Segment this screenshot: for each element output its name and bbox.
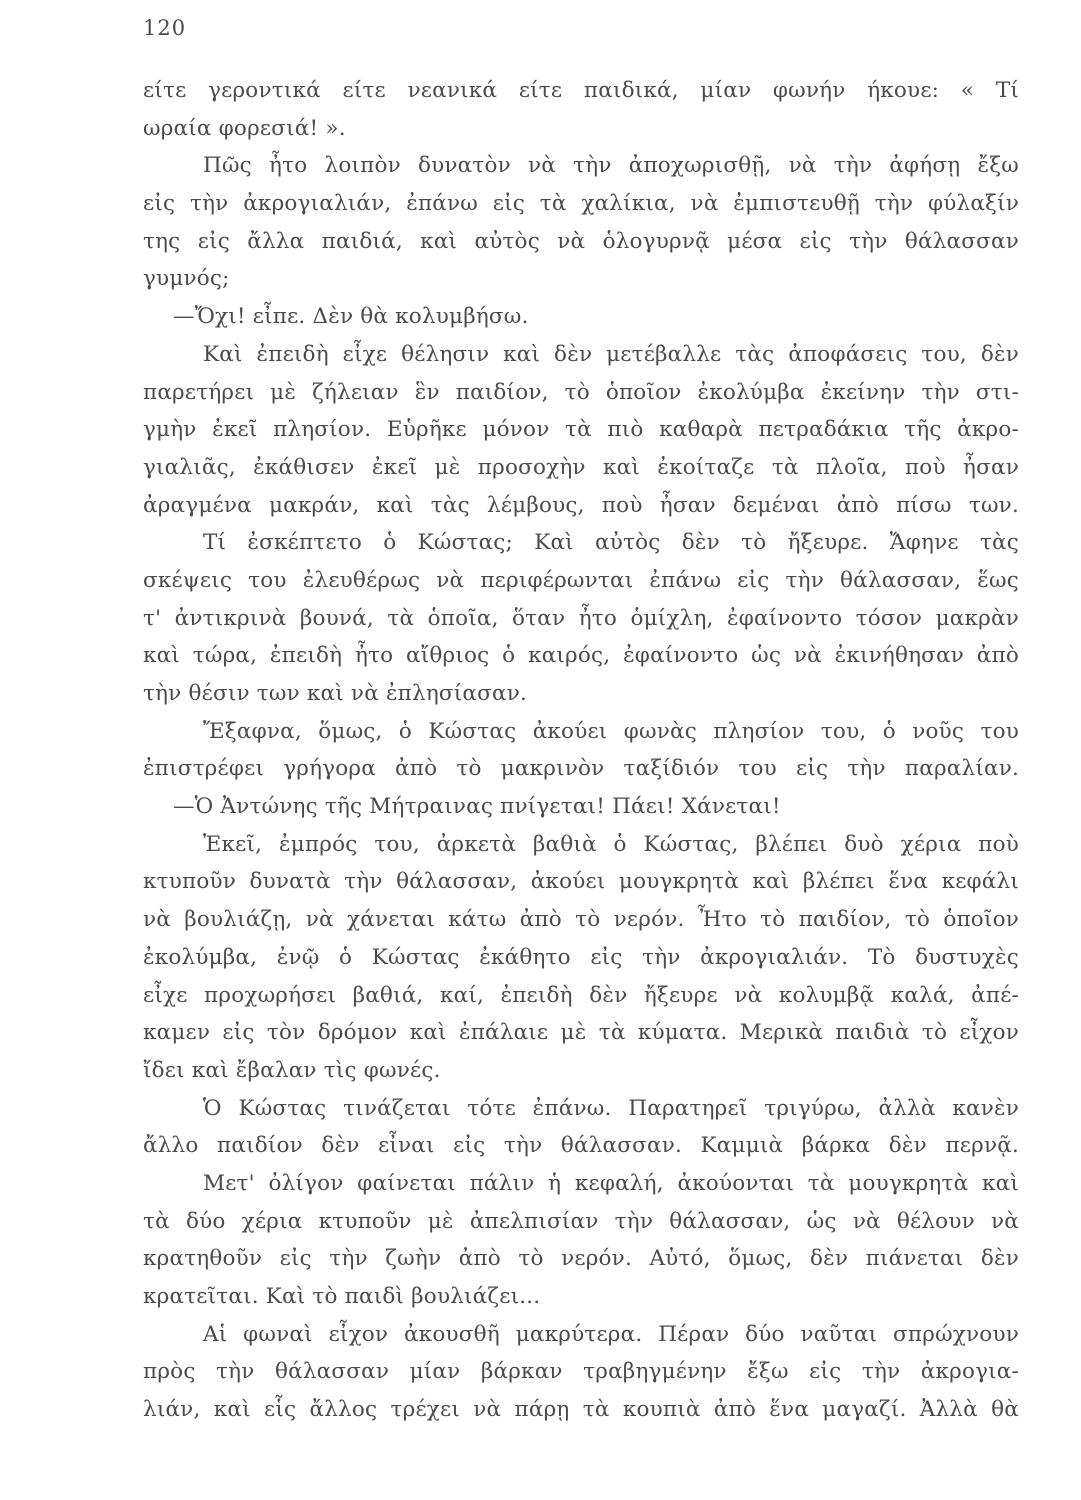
text-line: Μετ' ὀλίγον φαίνεται πάλιν ἡ κεφαλή, ἀκούονται τὰ μουγκρητὰ καὶ bbox=[203, 1170, 1019, 1196]
text-line: λιάν, καὶ εἷς ἄλλος τρέχει νὰ πάρῃ τὰ κουπιὰ ἀπὸ ἕνα μαγαζί. Ἀλλὰ θὰ bbox=[143, 1397, 1019, 1423]
text-line: —Ὄχι! εἶπε. Δὲν θὰ κολυμβήσω. bbox=[173, 304, 529, 330]
text-line: γμὴν ἐκεῖ πλησίον. Εὑρῆκε μόνον τὰ πιὸ καθαρὰ πετραδάκια τῆς ἀκρο- bbox=[143, 417, 1019, 443]
text-line: καμεν εἰς τὸν δρόμον καὶ ἐπάλαιε μὲ τὰ κύματα. Μερικὰ παιδιὰ τὸ εἶχον bbox=[143, 1020, 1019, 1046]
page-number: 120 bbox=[143, 16, 187, 40]
text-line: τὰ δύο χέρια κτυποῦν μὲ ἀπελπισίαν τὴν θάλασσαν, ὡς νὰ θέλουν νὰ bbox=[143, 1208, 1019, 1234]
text-line: Καὶ ἐπειδὴ εἶχε θέλησιν καὶ δὲν μετέβαλλε τὰς ἀποφάσεις του, δὲν bbox=[203, 341, 1019, 367]
text-line: κρατεῖται. Καὶ τὸ παιδὶ βουλιάζει... bbox=[143, 1284, 541, 1309]
text-line: Αἱ φωναὶ εἶχον ἀκουσθῆ μακρύτερα. Πέραν δύο ναῦται σπρώχνουν bbox=[203, 1321, 1019, 1347]
text-line: ἀραγμένα μακράν, καὶ τὰς λέμβους, ποὺ ἦσαν δεμέναι ἀπὸ πίσω των. bbox=[143, 492, 1019, 518]
text-line: εἶχε προχωρήσει βαθιά, καί, ἐπειδὴ δὲν ἤξευρε νὰ κολυμβᾷ καλά, ἀπέ- bbox=[143, 982, 1019, 1008]
body-text bbox=[143, 72, 1019, 1429]
text-line: πρὸς τὴν θάλασσαν μίαν βάρκαν τραβηγμένην ἔξω εἰς τὴν ἀκρογια- bbox=[143, 1359, 1019, 1385]
text-line: τ' ἀντικρινὰ βουνά, τὰ ὁποῖα, ὅταν ἦτο ὁμίχλη, ἐφαίνοντο τόσον μακρὰν bbox=[143, 605, 1019, 631]
text-line: της εἰς ἄλλα παιδιά, καὶ αὐτὸς νὰ ὁλογυρνᾷ μέσα εἰς τὴν θάλασσαν bbox=[143, 228, 1019, 254]
text-line: ἐπιστρέφει γρήγορα ἀπὸ τὸ μακρινὸν ταξίδιόν του εἰς τὴν παραλίαν. bbox=[143, 756, 1019, 782]
text-line: Ἔξαφνα, ὅμως, ὁ Κώστας ἀκούει φωνὰς πλησίον του, ὁ νοῦς του bbox=[203, 718, 1019, 744]
text-line: γιαλιᾶς, ἐκάθισεν ἐκεῖ μὲ προσοχὴν καὶ ἐκοίταζε τὰ πλοῖα, ποὺ ἦσαν bbox=[143, 454, 1019, 480]
text-line: κτυποῦν δυνατὰ τὴν θάλασσαν, ἀκούει μουγκρητὰ καὶ βλέπει ἕνα κεφάλι bbox=[143, 869, 1019, 895]
text-line: τὴν θέσιν των καὶ νὰ ἐπλησίασαν. bbox=[143, 681, 528, 706]
text-line: Πῶς ἦτο λοιπὸν δυνατὸν νὰ τὴν ἀποχωρισθῇ, νὰ τὴν ἀφήσῃ ἔξω bbox=[203, 153, 1019, 179]
text-line: ἴδει καὶ ἔβαλαν τὶς φωνές. bbox=[143, 1057, 441, 1083]
text-line: καὶ τώρα, ἐπειδὴ ἦτο αἴθριος ὁ καιρός, ἐφαίνοντο ὡς νὰ ἐκινήθησαν ἀπὸ bbox=[143, 643, 1019, 669]
text-line: ωραία φορεσιά! ». bbox=[143, 115, 346, 141]
text-line: κρατηθοῦν εἰς τὴν ζωὴν ἀπὸ τὸ νερόν. Αὐτό, ὅμως, δὲν πιάνεται δὲν bbox=[143, 1246, 1019, 1272]
text-line: Τί ἐσκέπτετο ὁ Κώστας; Καὶ αὐτὸς δὲν τὸ ἤξευρε. Ἄφηνε τὰς bbox=[203, 530, 1019, 556]
text-line: ἄλλο παιδίον δὲν εἶναι εἰς τὴν θάλασσαν. Καμμιὰ βάρκα δὲν περνᾷ. bbox=[143, 1133, 1019, 1159]
text-line: —Ὁ Ἀντώνης τῆς Μήτραινας πνίγεται! Πάει! Χάνεται! bbox=[173, 794, 781, 820]
text-line: είτε γεροντικά είτε νεανικά είτε παιδικά, μίαν φωνήν ήκουε: « Τί bbox=[143, 78, 1019, 103]
text-line: νὰ βουλιάζῃ, νὰ χάνεται κάτω ἀπὸ τὸ νερόν. Ἦτο τὸ παιδίον, τὸ ὁποῖον bbox=[143, 907, 1019, 933]
text-line: ἐκολύμβα, ἐνῷ ὁ Κώστας ἐκάθητο εἰς τὴν ἀκρογιαλιάν. Τὸ δυστυχὲς bbox=[143, 944, 1019, 970]
text-line: εἰς τὴν ἀκρογιαλιάν, ἐπάνω εἰς τὰ χαλίκια, νὰ ἐμπιστευθῇ τὴν φύλαξίν bbox=[143, 191, 1019, 217]
text-line: παρετήρει μὲ ζήλειαν ἓν παιδίον, τὸ ὁποῖον ἐκολύμβα ἐκείνην τὴν στι- bbox=[143, 379, 1019, 405]
text-line: Ὁ Κώστας τινάζεται τότε ἐπάνω. Παρατηρεῖ τριγύρω, ἀλλὰ κανὲν bbox=[203, 1095, 1019, 1121]
text-line: Ἐκεῖ, ἐμπρός του, ἀρκετὰ βαθιὰ ὁ Κώστας, βλέπει δυὸ χέρια ποὺ bbox=[203, 831, 1019, 857]
text-line: γυμνός; bbox=[143, 266, 230, 292]
text-line: σκέψεις του ἐλευθέρως νὰ περιφέρωνται ἐπάνω εἰς τὴν θάλασσαν, ἕως bbox=[143, 567, 1019, 593]
